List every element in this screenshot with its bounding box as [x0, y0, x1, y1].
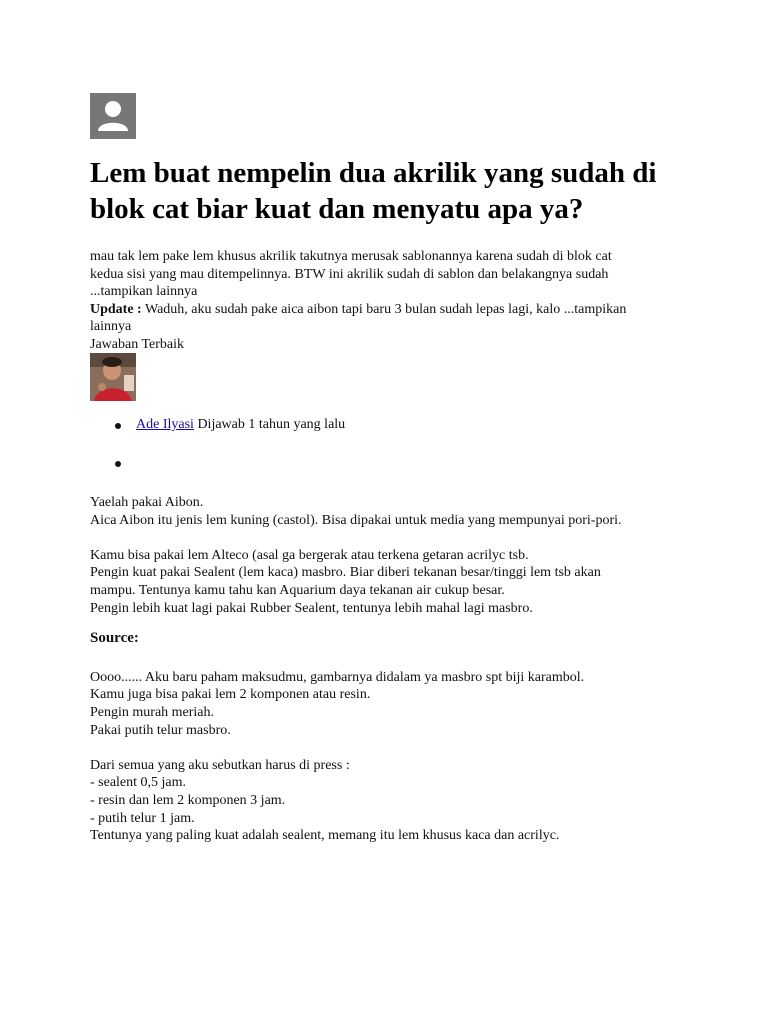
- answer-line: Yaelah pakai Aibon.: [90, 495, 204, 510]
- best-answer-heading: Jawaban Terbaik: [90, 336, 185, 352]
- answer-line: Pengin kuat pakai Sealent (lem kaca) masbro. Biar diberi tekanan besar/tinggi lem tsb akan: [90, 565, 601, 581]
- source-label: Source:: [90, 630, 139, 647]
- answered-time: Dijawab 1 tahun yang lalu: [197, 417, 346, 432]
- answerer-avatar[interactable]: [90, 353, 136, 401]
- question-body-line: mau tak lem pake lem khusus akrilik takutnya merusak sablonannya karena sudah di blok cat: [90, 249, 612, 264]
- source-line: - sealent 0,5 jam.: [90, 775, 187, 791]
- update-show-more[interactable]: lainnya: [90, 319, 132, 335]
- source-line: Tentunya yang paling kuat adalah sealent, memang itu lem khusus kaca dan acrilyc.: [90, 828, 560, 844]
- update-label: Update :: [90, 301, 142, 317]
- answer-line: Aica Aibon itu jenis lem kuning (castol). Bisa dipakai untuk media yang mempunyai pori-pori.: [90, 512, 622, 528]
- question-body: [90, 248, 680, 354]
- question-body-line: kedua sisi yang mau ditempelinnya. BTW ini akrilik sudah di sablon dan belakangnya sudah: [90, 266, 609, 282]
- question-title: Lem buat nempelin dua akrilik yang sudah di blok cat biar kuat dan menyatu apa ya?: [90, 157, 657, 225]
- best-answer-text: [90, 494, 690, 845]
- source-line: Kamu juga bisa pakai lem 2 komponen atau resin.: [90, 687, 371, 703]
- source-line: Pakai putih telur masbro.: [90, 722, 231, 738]
- answer-line: Kamu bisa pakai lem Alteco (asal ga bergerak atau terkena getaran acrilyc tsb.: [90, 547, 529, 563]
- source-line: Oooo...... Aku baru paham maksudmu, gambarnya didalam ya masbro spt biji karambol.: [90, 669, 585, 685]
- user-placeholder-icon: [90, 93, 136, 139]
- source-line: - putih telur 1 jam.: [90, 810, 195, 826]
- question-update: [90, 301, 680, 319]
- source-line: Pengin murah meriah.: [90, 704, 215, 720]
- source-line: Dari semua yang aku sebutkan harus di press :: [90, 757, 350, 773]
- update-text: Waduh, aku sudah pake aica aibon tapi baru 3 bulan sudah lepas lagi, kalo ...tampikan: [144, 301, 627, 317]
- answerer-name-link[interactable]: Ade Ilyasi: [136, 417, 194, 432]
- show-more-link[interactable]: ...tampikan lainnya: [90, 284, 198, 300]
- empty-list-item: [90, 454, 345, 472]
- answer-line: mampu. Tentunya kamu tahu kan Aquarium daya tekanan air cukup besar.: [90, 582, 505, 598]
- asker-avatar[interactable]: [90, 93, 136, 139]
- answer-meta-list: [90, 416, 345, 472]
- answer-meta: [90, 416, 345, 434]
- source-line: - resin dan lem 2 komponen 3 jam.: [90, 792, 286, 808]
- answerer-photo: [90, 353, 136, 401]
- answer-line: Pengin lebih kuat lagi pakai Rubber Sealent, tentunya lebih mahal lagi masbro.: [90, 600, 533, 616]
